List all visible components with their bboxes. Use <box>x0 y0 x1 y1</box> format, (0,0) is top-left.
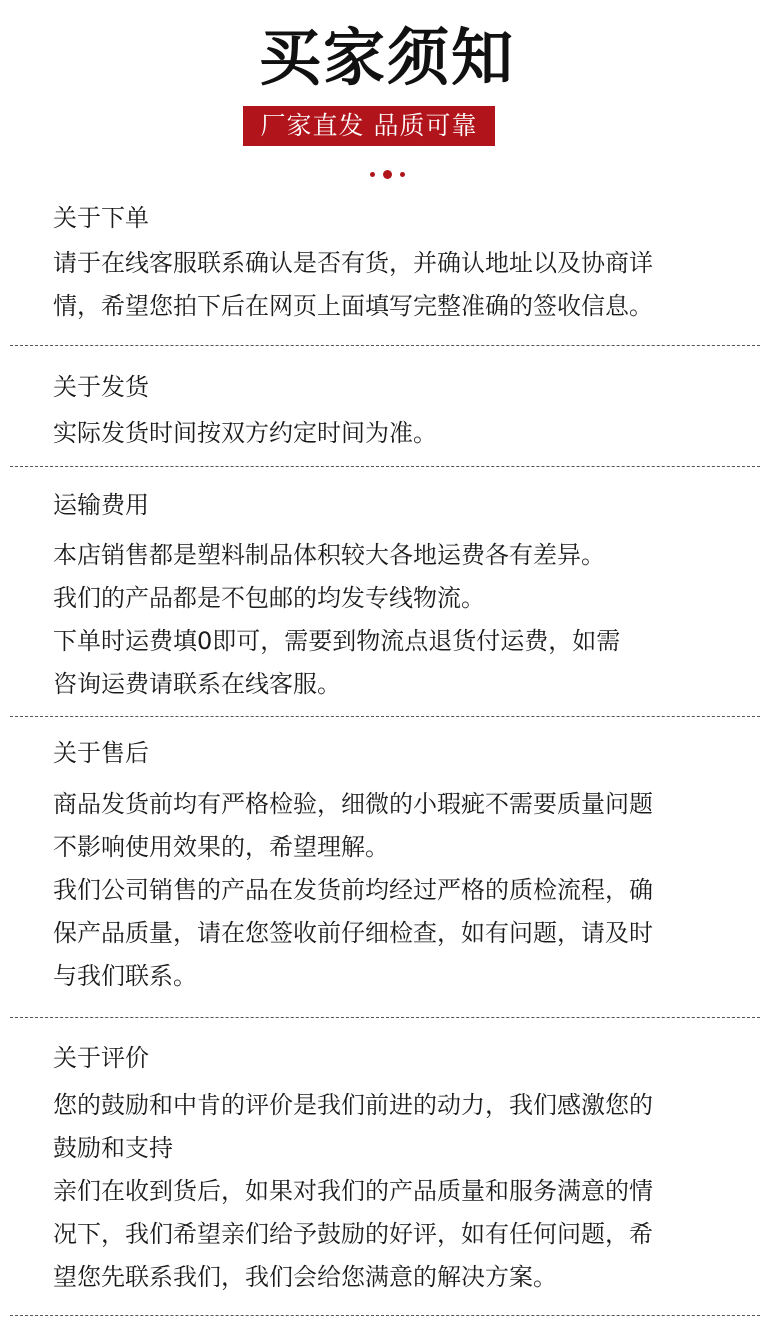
body-line: 下单时运费填0即可，需要到物流点退货付运费，如需 <box>53 627 621 655</box>
section-body <box>53 242 733 328</box>
body-line: 商品发货前均有严格检验，细微的小瑕疵不需要质量问题 <box>53 790 653 818</box>
body-line: 不影响使用效果的，希望理解。 <box>53 833 389 861</box>
body-line: 亲们在收到货后，如果对我们的产品质量和服务满意的情 <box>53 1177 653 1205</box>
dot-icon <box>383 170 392 179</box>
divider <box>10 1315 760 1316</box>
divider <box>10 345 760 346</box>
body-line: 保产品质量，请在您签收前仔细检查，如有问题，请及时 <box>53 919 653 947</box>
divider <box>10 1017 760 1018</box>
section-body <box>53 1084 733 1299</box>
dot-icon <box>370 172 375 177</box>
divider <box>10 716 760 717</box>
section-body <box>53 534 733 706</box>
body-line: 鼓励和支持 <box>53 1134 173 1162</box>
body-line: 本店销售都是塑料制品体积较大各地运费各有差异。 <box>53 541 605 569</box>
decorative-dots <box>0 168 774 180</box>
section-heading: 运输费用 <box>53 491 149 519</box>
page-title: 买家须知 <box>258 21 515 94</box>
body-line: 望您先联系我们，我们会给您满意的解决方案。 <box>53 1263 557 1291</box>
section-heading: 关于下单 <box>53 204 149 232</box>
section-body <box>53 783 733 998</box>
body-line: 您的鼓励和中肯的评价是我们前进的动力，我们感激您的 <box>53 1091 653 1119</box>
body-line: 我们公司销售的产品在发货前均经过严格的质检流程，确 <box>53 876 653 904</box>
body-line: 咨询运费请联系在线客服。 <box>53 670 341 698</box>
body-line: 我们的产品都是不包邮的均发专线物流。 <box>53 584 485 612</box>
dot-icon <box>400 172 405 177</box>
body-line: 实际发货时间按双方约定时间为准。 <box>53 419 437 447</box>
divider <box>10 466 760 467</box>
body-line: 情，希望您拍下后在网页上面填写完整准确的签收信息。 <box>53 292 653 320</box>
section-heading: 关于售后 <box>53 739 149 767</box>
body-line: 请于在线客服联系确认是否有货，并确认地址以及协商详 <box>53 249 653 277</box>
banner: 厂家直发 品质可靠 <box>243 106 495 146</box>
body-line: 况下，我们希望亲们给予鼓励的好评，如有任何问题，希 <box>53 1220 653 1248</box>
section-heading: 关于发货 <box>53 373 149 401</box>
section-heading: 关于评价 <box>53 1044 149 1072</box>
body-line: 与我们联系。 <box>53 962 197 990</box>
section-body <box>53 412 733 455</box>
